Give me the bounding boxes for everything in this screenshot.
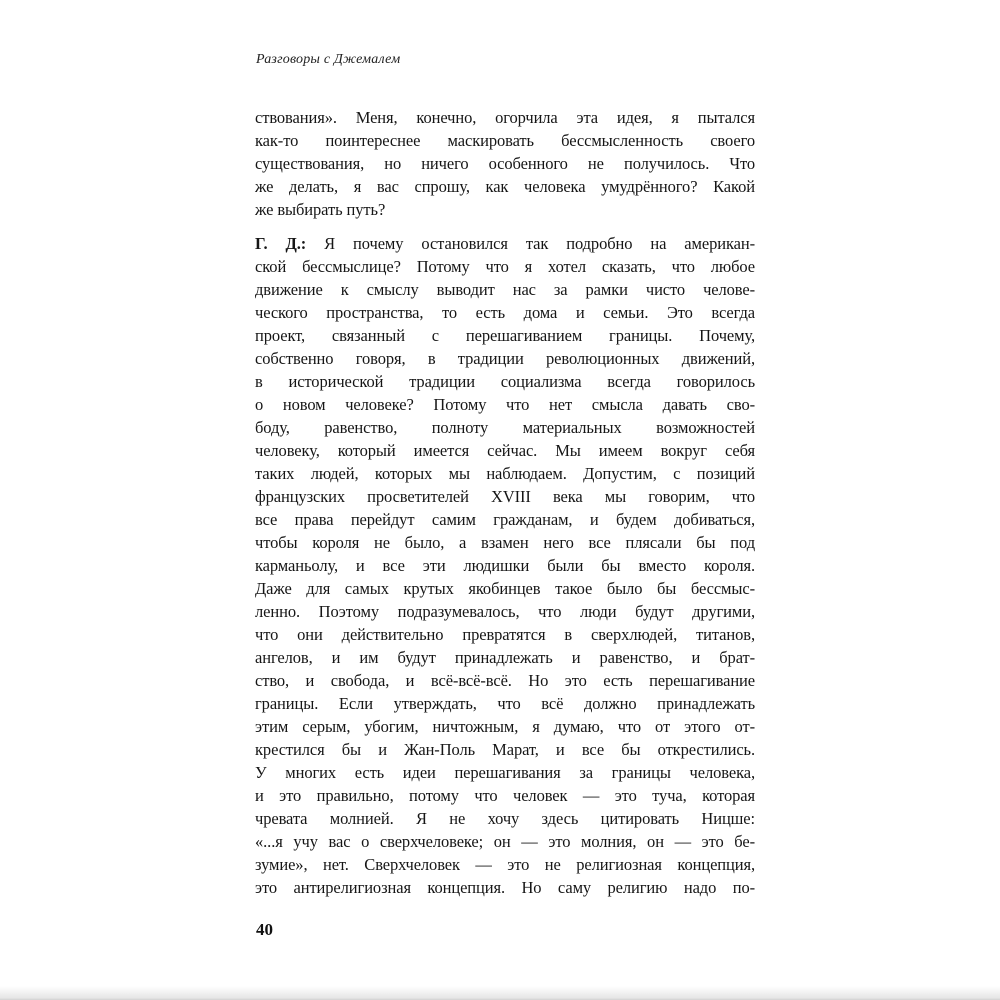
text-line: проект, связанный с перешагиванием границы. Почему, — [255, 326, 755, 345]
text-line: «...я учу вас о сверхчеловеке; он — это молния, он — это бе- — [255, 832, 755, 851]
text-line: этим серым, убогим, ничтожным, я думаю, что от этого от- — [255, 717, 755, 736]
text-line: французских просветителей XVIII века мы говорим, что — [255, 487, 755, 506]
text-line: ленно. Поэтому подразумевалось, что люди будут другими, — [255, 602, 755, 621]
text-line: ство, и свобода, и всё-всё-всё. Но это есть перешагивание — [255, 671, 755, 690]
text-line: существования, но ничего особенного не получилось. Что — [255, 154, 755, 173]
text-line: движение к смыслу выводит нас за рамки чисто челове- — [255, 280, 755, 299]
text-line: крестился бы и Жан-Поль Марат, и все бы открестились. — [255, 740, 755, 759]
page-edge-shadow — [0, 986, 1000, 1000]
text-line: как-то поинтереснее маскировать бессмысленность своего — [255, 131, 755, 150]
text-line: У многих есть идеи перешагивания за границы человека, — [255, 763, 755, 782]
text-line: о новом человеке? Потому что нет смысла давать сво- — [255, 395, 755, 414]
text-line: и это правильно, потому что человек — это туча, которая — [255, 786, 755, 805]
text-line: же делать, я вас спрошу, как человека умудрённого? Какой — [255, 177, 755, 196]
text-line: чтобы короля не было, а взамен него все плясали бы под — [255, 533, 755, 552]
speaker-label: Г. Д.: — [255, 234, 325, 253]
text-line: таких людей, которых мы наблюдаем. Допустим, с позиций — [255, 464, 755, 483]
paragraph — [255, 106, 755, 221]
text-line: человеку, который имеется сейчас. Мы имеем вокруг себя — [255, 441, 755, 460]
text-line: же выбирать путь? — [255, 200, 386, 219]
paragraph — [255, 232, 755, 899]
text-line: ской бессмыслице? Потому что я хотел сказать, что любое — [255, 257, 755, 276]
page-number: 40 — [256, 920, 273, 939]
text-line: Г. Д.: Я почему остановился так подробно на американ- — [255, 234, 755, 253]
text-line: ангелов, и им будут принадлежать и равенство, и брат- — [255, 648, 755, 667]
text-line: в исторической традиции социализма всегда говорилось — [255, 372, 755, 391]
text-line: это антирелигиозная концепция. Но саму религию надо по- — [255, 878, 755, 897]
text-line: Даже для самых крутых якобинцев такое было бы бессмыс- — [255, 579, 755, 598]
text-line: карманьолу, и все эти людишки были бы вместо короля. — [255, 556, 755, 575]
text-line: чревата молнией. Я не хочу здесь цитировать Ницше: — [255, 809, 755, 828]
text-line: что они действительно превратятся в сверхлюдей, титанов, — [255, 625, 755, 644]
text-line: зумие», нет. Сверхчеловек — это не религиозная концепция, — [255, 855, 755, 874]
text-line: границы. Если утверждать, что всё должно принадлежать — [255, 694, 755, 713]
text-line: ствования». Меня, конечно, огорчила эта идея, я пытался — [255, 108, 755, 127]
text-line: собственно говоря, в традиции революционных движений, — [255, 349, 755, 368]
text-line: ческого пространства, то есть дома и семьи. Это всегда — [255, 303, 755, 322]
text-line: все права перейдут самим гражданам, и будем добиваться, — [255, 510, 755, 529]
body-text — [255, 106, 755, 899]
text-line: боду, равенство, полноту материальных возможностей — [255, 418, 755, 437]
running-header: Разговоры с Джемалем — [256, 52, 401, 67]
